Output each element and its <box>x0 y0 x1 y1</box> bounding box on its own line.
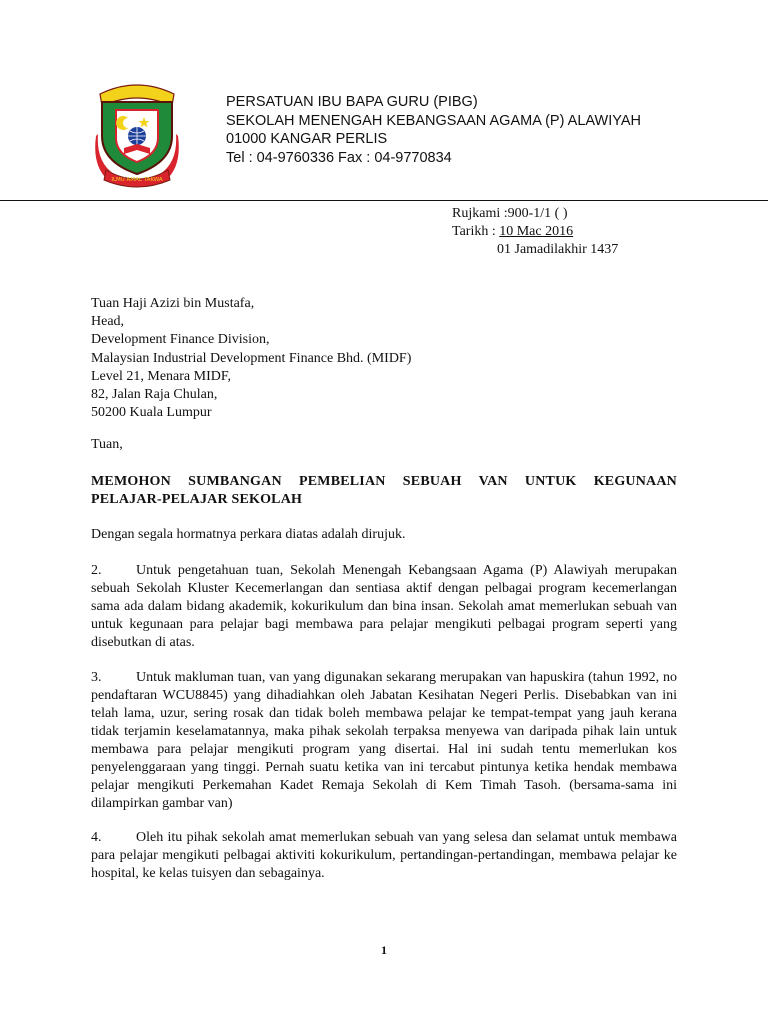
recipient-address <box>91 295 411 422</box>
date-label: Tarikh : <box>452 224 500 239</box>
paragraph-number: 4. <box>91 830 102 845</box>
paragraph-number: 2. <box>91 563 102 578</box>
recipient-line: Tuan Haji Azizi bin Mustafa, <box>91 296 255 311</box>
paragraph-2 <box>91 562 677 652</box>
reference-number: Rujkami :900-1/1 ( ) <box>452 206 568 221</box>
letter-subject <box>91 473 677 509</box>
recipient-line: Level 21, Menara MIDF, <box>91 368 232 384</box>
page-number: 1 <box>381 943 387 957</box>
reference-date <box>452 223 618 241</box>
recipient-line: 50200 Kuala Lumpur <box>91 405 212 421</box>
recipient-line: Malaysian Industrial Development Finance Bhd. (MIDF) <box>91 350 412 366</box>
letterhead <box>226 93 641 167</box>
recipient-line: Development Finance Division, <box>91 332 270 348</box>
salutation: Tuan, <box>91 437 123 452</box>
paragraph-text: Oleh itu pihak sekolah amat memerlukan sebuah van yang selesa dan selamat untuk membawa para pelajar mengikuti pelbagai aktiviti kokurikulum, pertandingan-pertandingan, membawa pelajar ke hospital, ke kelas tuisyen dan sebagainya. <box>91 830 677 881</box>
paragraph-number: 3. <box>91 670 102 685</box>
paragraph-text: Untuk pengetahuan tuan, Sekolah Menengah Kebangsaan Agama (P) Alawiyah merupakan sebuah Sekolah Kluster Kecemerlangan dan sentiasa aktif dengan pelbagai program kecemerlangan sama ada dalam bidang akademik, kokurikulum dan bina insan. Sekolah amat memerlukan sebuah van untuk kegunaan para pelajar bagi membawa para pelajar mengikuti pelbagai program seperti yang disebutkan di atas. <box>91 563 677 650</box>
crest-motto: ILMU AMAL TAKWA <box>111 177 163 183</box>
recipient-line: Head, <box>91 314 125 330</box>
school-crest-icon <box>94 74 180 188</box>
letterhead-org: PERSATUAN IBU BAPA GURU (PIBG) <box>226 94 478 110</box>
subject-line-2: PELAJAR-PELAJAR SEKOLAH <box>91 492 303 507</box>
paragraph-3 <box>91 669 677 813</box>
hijri-date: 01 Jamadilakhir 1437 <box>497 242 619 257</box>
letterhead-divider <box>0 200 768 201</box>
letterhead-address: 01000 KANGAR PERLIS <box>226 131 388 147</box>
paragraph-4 <box>91 829 677 883</box>
subject-line-1: MEMOHON SUMBANGAN PEMBELIAN SEBUAH VAN UNTUK KEGUNAAN <box>91 474 677 489</box>
reference-block <box>452 205 618 259</box>
recipient-line: 82, Jalan Raja Chulan, <box>91 387 218 403</box>
paragraph-text: Untuk makluman tuan, van yang digunakan sekarang merupakan van hapuskira (tahun 1992, no pendaftaran WCU8845) yang dihadiahkan oleh Jabatan Kesihatan Negeri Perlis. Disebabkan van ini telah lama, uzur, sering rosak dan tidak boleh membawa pelajar ke tempat-tempat yang jauh kerana tidak terjamin keselamatannya, maka pihak sekolah terpaksa menyewa van daripada pihak lain untuk membawa para pelajar mengikuti program yang disertai. Hal ini sudah tentu memerlukan kos penyelenggaraan yang tinggi. Pernah suatu ketika van ini tercabut pintunya ketika hendak membawa pelajar mengikuti Perkemahan Kadet Remaja Sekolah di Kem Timah Tasoh. (bersama-sama ini dilampirkan gambar van) <box>91 670 677 811</box>
letterhead-school: SEKOLAH MENENGAH KEBANGSAAN AGAMA (P) ALAWIYAH <box>226 112 641 129</box>
date-value: 10 Mac 2016 <box>499 224 574 239</box>
letterhead-contact: Tel : 04-9760336 Fax : 04-9770834 <box>226 149 452 166</box>
opening-sentence: Dengan segala hormatnya perkara diatas adalah dirujuk. <box>91 527 406 542</box>
